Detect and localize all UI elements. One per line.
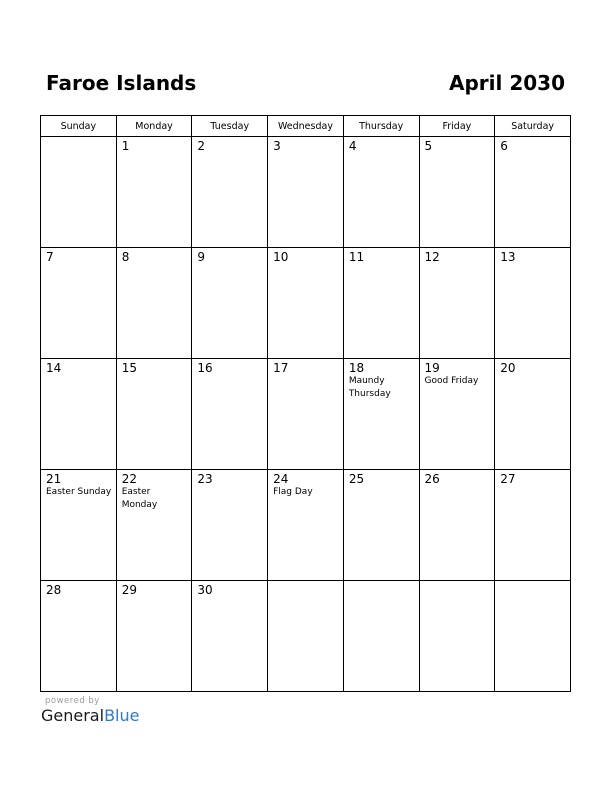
weekday-header: Monday [116,116,192,137]
holiday-label: Good Friday [424,376,479,386]
week-row [41,248,571,359]
day-cell [116,581,192,692]
day-number: 22 [121,472,137,486]
brand-logo [41,706,139,725]
day-number: 6 [500,139,508,153]
day-cell [192,581,268,692]
day-number: 13 [500,250,516,264]
weekday-header: Friday [419,116,495,137]
day-number: 7 [46,250,54,264]
holiday-label: Easter Sunday [46,487,112,497]
day-number: 26 [424,472,440,486]
weekday-header: Sunday [41,116,117,137]
day-cell [419,581,495,692]
week-row [41,470,571,581]
day-cell [495,137,571,248]
day-number: 1 [121,139,130,153]
day-cell [419,248,495,359]
day-cell [419,470,495,581]
day-cell [268,248,344,359]
day-cell [495,359,571,470]
week-row [41,581,571,692]
day-number: 21 [46,472,62,486]
weekday-header: Saturday [495,116,571,137]
day-cell [343,581,419,692]
day-cell [268,470,344,581]
powered-by-label: powered by [45,696,100,706]
day-cell [116,470,192,581]
day-cell [343,248,419,359]
day-number: 23 [197,472,213,486]
day-number: 2 [197,139,206,153]
day-number: 29 [121,583,137,597]
day-cell [192,359,268,470]
day-cell [192,470,268,581]
day-cell [495,470,571,581]
day-number: 17 [273,361,289,375]
day-cell [419,137,495,248]
weekday-header-row [41,116,571,137]
day-number: 15 [121,361,137,375]
calendar-grid [40,115,571,692]
day-cell [192,137,268,248]
day-number: 3 [273,139,281,153]
day-cell [41,470,117,581]
day-number: 14 [46,361,62,375]
day-number: 18 [348,361,365,375]
day-number: 4 [348,139,357,153]
day-cell [41,359,117,470]
day-number: 8 [121,250,130,264]
day-number: 12 [424,250,440,264]
day-number: 19 [424,361,440,375]
week-row [41,137,571,248]
month-year-title: April 2030 [449,71,565,95]
day-number: 30 [197,583,213,597]
day-cell [116,359,192,470]
day-number: 11 [348,250,365,264]
day-number: 20 [500,361,516,375]
day-cell [268,359,344,470]
day-number: 25 [348,472,365,486]
day-number: 5 [424,139,433,153]
footer-branding [41,696,139,725]
day-number: 10 [273,250,289,264]
holiday-label: Flag Day [273,487,313,497]
day-cell [116,137,192,248]
day-cell [268,137,344,248]
brand-name-blue: Blue [104,706,140,725]
weekday-header: Thursday [343,116,419,137]
day-number: 16 [197,361,213,375]
day-cell [116,248,192,359]
day-cell [343,137,419,248]
day-number: 24 [273,472,289,486]
day-cell [268,581,344,692]
day-cell [419,359,495,470]
day-number: 9 [197,250,206,264]
day-cell [495,581,571,692]
day-cell [41,248,117,359]
brand-name-general: General [41,706,105,725]
day-cell [343,359,419,470]
day-number: 28 [46,583,62,597]
day-cell [41,137,117,248]
day-cell [343,470,419,581]
week-row [41,359,571,470]
day-cell [41,581,117,692]
weekday-header: Wednesday [268,116,344,137]
holiday-label: Maundy Thursday [348,376,391,399]
holiday-label: Easter Monday [121,487,158,510]
day-cell [192,248,268,359]
weekday-header: Tuesday [192,116,268,137]
day-number: 27 [500,472,516,486]
day-cell [495,248,571,359]
country-title: Faroe Islands [46,71,197,95]
